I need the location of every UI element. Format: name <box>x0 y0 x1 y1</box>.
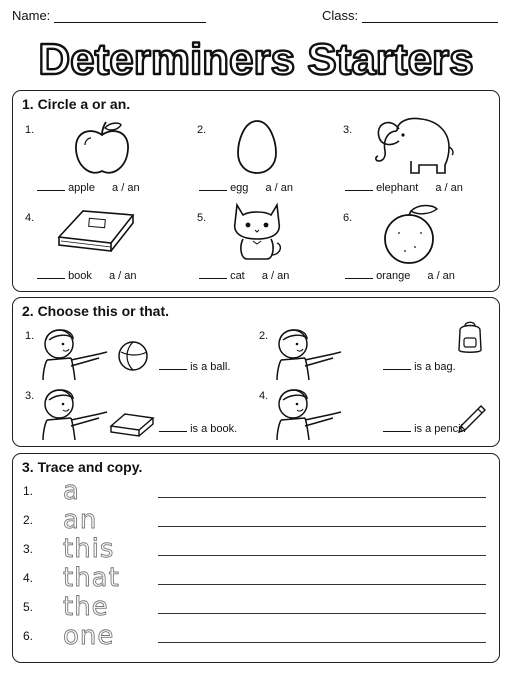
answer-blank[interactable] <box>345 269 373 279</box>
section-title: 3. Trace and copy. <box>22 459 143 475</box>
item-word: apple <box>68 182 95 194</box>
item-number: 4. <box>259 390 269 402</box>
item-number: 2. <box>259 330 269 342</box>
answer-blank[interactable] <box>199 269 227 279</box>
trace-word: an <box>63 505 98 535</box>
answer-blank[interactable] <box>345 181 373 191</box>
class-field <box>322 8 498 23</box>
choice-a-an[interactable]: a / an <box>265 182 294 194</box>
item-number: 2. <box>23 513 34 527</box>
sentence-row <box>383 360 456 373</box>
boy-pointing-icon <box>37 324 109 380</box>
answer-row <box>199 181 293 194</box>
name-line[interactable] <box>54 9 206 23</box>
trace-word: that <box>63 563 120 593</box>
answer-row <box>37 269 137 282</box>
answer-blank[interactable] <box>199 181 227 191</box>
class-line[interactable] <box>362 9 498 23</box>
pencil-icon <box>453 402 489 438</box>
elephant-icon <box>369 113 455 177</box>
sentence-row <box>159 360 230 373</box>
item-word: cat <box>230 270 245 282</box>
item-word: egg <box>230 182 249 194</box>
answer-row <box>199 269 289 282</box>
item-number: 3. <box>23 542 34 556</box>
choice-a-an[interactable]: a / an <box>427 270 455 282</box>
egg-icon <box>236 119 278 175</box>
boy-pointing-icon <box>37 384 109 440</box>
copy-line[interactable] <box>158 526 486 527</box>
sentence-text: is a ball. <box>190 361 231 373</box>
item-number: 1. <box>25 330 35 342</box>
copy-line[interactable] <box>158 555 486 556</box>
cat-icon <box>229 199 285 263</box>
book-icon <box>55 203 137 257</box>
choice-a-an[interactable]: a / an <box>435 182 463 194</box>
item-word: book <box>68 270 92 282</box>
trace-word: the <box>63 592 109 622</box>
item-number: 5. <box>23 600 34 614</box>
section-title: 1. Circle a or an. <box>22 96 131 112</box>
item-word: elephant <box>376 182 419 194</box>
name-label: Name: <box>12 8 51 23</box>
trace-word: one <box>63 621 115 651</box>
answer-blank[interactable] <box>159 360 187 370</box>
copy-line[interactable] <box>158 642 486 643</box>
section-title: 2. Choose this or that. <box>22 303 170 319</box>
answer-blank[interactable] <box>159 422 187 432</box>
item-number: 4. <box>25 212 35 224</box>
choice-a-an[interactable]: a / an <box>261 270 290 282</box>
apple-icon <box>71 121 133 179</box>
section-trace-copy <box>12 453 500 663</box>
copy-line[interactable] <box>158 497 486 498</box>
copy-line[interactable] <box>158 584 486 585</box>
sentence-row <box>159 422 237 435</box>
sentence-text: is a book. <box>190 423 238 435</box>
sentence-text: is a bag. <box>414 361 456 373</box>
orange-icon <box>381 203 445 265</box>
answer-blank[interactable] <box>383 360 411 370</box>
item-number: 1. <box>23 484 34 498</box>
answer-row <box>345 269 455 282</box>
item-number: 3. <box>25 390 35 402</box>
ball-icon <box>117 340 149 372</box>
name-field <box>12 8 206 23</box>
item-number: 6. <box>23 629 34 643</box>
page-title <box>0 34 512 84</box>
trace-word: this <box>63 534 115 564</box>
item-number: 6. <box>343 212 353 224</box>
answer-blank[interactable] <box>37 269 65 279</box>
page-title-text: Determiners Starters <box>38 35 474 84</box>
choice-a-an[interactable]: a / an <box>108 270 137 282</box>
item-word: orange <box>376 270 411 282</box>
trace-word: a <box>63 476 80 506</box>
sentence-text: is a pencil. <box>414 423 467 435</box>
item-number: 3. <box>343 124 353 136</box>
worksheet-header <box>12 8 500 28</box>
boy-pointing-icon <box>271 324 343 380</box>
boy-pointing-icon <box>271 384 343 440</box>
answer-blank[interactable] <box>37 181 65 191</box>
item-number: 4. <box>23 571 34 585</box>
item-number: 2. <box>197 124 207 136</box>
answer-row <box>37 181 140 194</box>
item-number: 1. <box>25 124 35 136</box>
section-this-or-that <box>12 297 500 447</box>
backpack-icon <box>455 320 485 354</box>
answer-row <box>345 181 463 194</box>
choice-a-an[interactable]: a / an <box>112 182 140 194</box>
section-circle-a-an <box>12 90 500 292</box>
item-number: 5. <box>197 212 207 224</box>
class-label: Class: <box>322 8 359 23</box>
answer-blank[interactable] <box>383 422 411 432</box>
book-icon <box>109 410 155 440</box>
copy-line[interactable] <box>158 613 486 614</box>
